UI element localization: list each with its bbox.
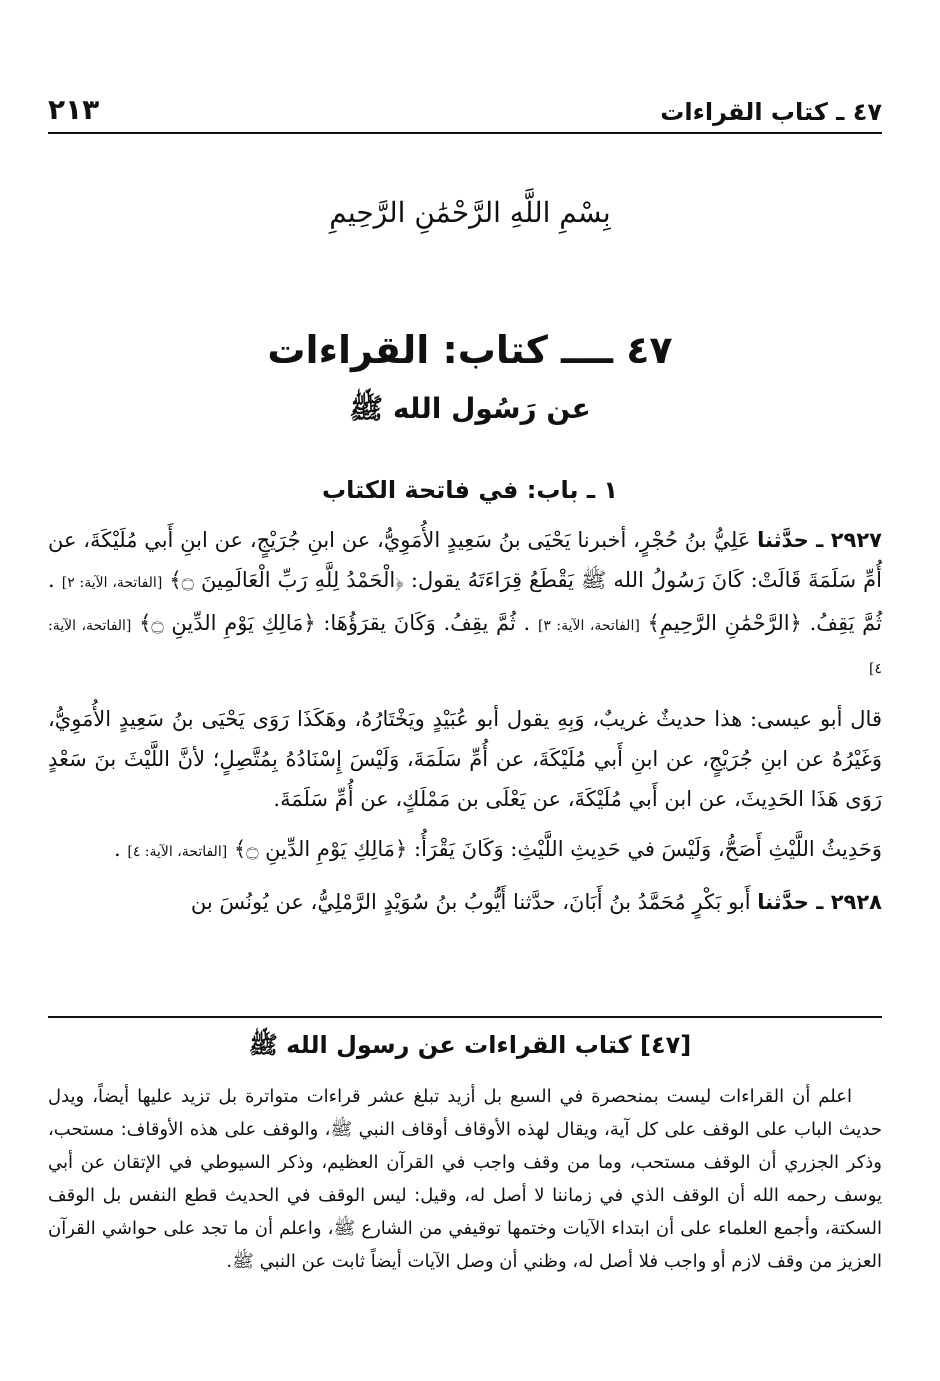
commentary-paragraph: اعلم أن القراءات ليست بمنحصرة في السبع بل أزيد تبلغ عشر قراءات متواترة بل تزيد عليها أيضاً، ويدل حديث الباب على الوقف على كل آية، ويقال لهذه الأوقاف أوقاف النبي ﷺ، والوقف على هذه الأوقاف: مستحب، وذكر الجزري أن الوقف مستحب، وما من وقف واجب في القرآن العظيم، وذكر السيوطي في الإتقان عن أبي يوسف رحمه الله أن الوقف الذي في زماننا لا أصل له، وقيل: ليس الوقف في الحديث قطع النفس بل الوقف السكتة، وأجمع العلماء على أن ابتداء الآيات وختمها توقيفي من الشارع ﷺ، واعلم أن ما تجد على حواشي القرآن العزيز من وقف لازم أو واجب فلا أصل له، وظني أن وصل الآيات أيضاً ثابت عن النبي ﷺ. bbox=[48, 1086, 882, 1272]
abu-isa-comment bbox=[48, 699, 882, 819]
hadith-number: ٢٩٢٨ ـ حدَّثنا bbox=[757, 890, 882, 914]
footnote-divider bbox=[48, 1016, 882, 1018]
laith-end: . bbox=[113, 837, 121, 861]
main-text bbox=[48, 520, 882, 932]
commentary-text bbox=[48, 1080, 882, 1278]
quran-reference: [الفاتحة، الآية: ٣] bbox=[537, 618, 640, 634]
hadith-text-part1: عَلِيُّ بنُ حُجْرٍ، أخبرنا يَحْيَى بنُ سَعِيدٍ الأُمَوِيُّ، عن ابنِ جُرَيْجٍ، عن ابنِ أَبي مُلَيْكَةَ، عن أُمِّ سَلَمَةَ قَالَتْ: كَانَ رَسُولُ الله ﷺ يَقْطَعُ قِرَاءَتَهُ يقول: ﴿الْحَمْدُ لِلَّهِ رَبِّ الْعَالَمِينَ ۝﴾ bbox=[48, 528, 882, 592]
quran-reference: [الفاتحة، الآية: ٤] bbox=[127, 844, 228, 860]
hadith-text: أَبو بَكْرٍ مُحَمَّدُ بنُ أَبَانَ، حدَّثنا أَيُّوبُ بنُ سُوَيْدٍ الرَّمْلِيُّ، عن يُونُسَ بن bbox=[190, 890, 751, 914]
laith-comment bbox=[48, 829, 882, 872]
hadith-2927 bbox=[48, 520, 882, 689]
header-title: ٤٧ ـ كتاب القراءات bbox=[660, 98, 882, 126]
quran-reference: [الفاتحة، الآية: ٢] bbox=[61, 575, 163, 591]
hadith-number: ٢٩٢٧ ـ حدَّثنا bbox=[757, 528, 882, 552]
basmala: بِسْمِ اللَّهِ الرَّحْمَٰنِ الرَّحِيمِ bbox=[329, 196, 611, 229]
hadith-2928 bbox=[48, 882, 882, 922]
page-number: ٢١٣ bbox=[48, 93, 100, 126]
book-title: ٤٧ ــــ كتاب: القراءات bbox=[267, 328, 673, 372]
hadith-text-part2: . ثُمَّ يَقِفُ. ﴿الرَّحْمَٰنِ الرَّحِيمِ﴾ bbox=[48, 568, 882, 635]
laith-text: وَحَدِيثُ اللَّيْثِ أَصَحُّ، وَلَيْسَ في حَدِيثِ اللَّيْثِ: وَكَانَ يَقْرَأُ: ﴿مَالِكِ يَوْمِ الدِّينِ ۝﴾ bbox=[233, 837, 882, 861]
quran-reference: [الفاتحة، الآية: ٤] bbox=[48, 618, 882, 677]
running-header bbox=[48, 78, 882, 134]
hadith-text-part3: . ثُمَّ يقِفُ. وَكَانَ يقرَؤُهَا: ﴿مَالِكِ يَوْمِ الدِّينِ ۝﴾ bbox=[139, 611, 531, 635]
chapter-heading: ١ ـ باب: في فاتحة الكتاب bbox=[321, 476, 619, 504]
abu-isa-text: قال أبو عيسى: هذا حديثٌ غريبٌ، وَبِهِ يقول أبو عُبَيْدٍ ويَخْتَارُهُ، وهَكَذَا رَوَى يَحْيَى بنُ سَعِيدٍ الأُمَوِيُّ، وَغَيْرُهُ عن ابنِ جُرَيْجٍ، عن ابنِ أَبي مُلَيْكَةَ، عن أُمِّ سَلَمَةَ، وَلَيْسَ إِسْنَادُهُ بِمُتَّصِلٍ؛ لأنَّ اللَّيْثَ بنَ سَعْدٍ رَوَى هَذَا الحَدِيثَ، عن ابن أَبي مُلَيْكَةَ، عن يَعْلَى بن مَمْلَكٍ، عن أُمِّ سَلَمَةَ. bbox=[48, 707, 882, 811]
commentary-heading: [٤٧] كتاب القراءات عن رسول الله ﷺ bbox=[248, 1031, 692, 1059]
book-subtitle: عن رَسُول الله ﷺ bbox=[349, 392, 591, 425]
